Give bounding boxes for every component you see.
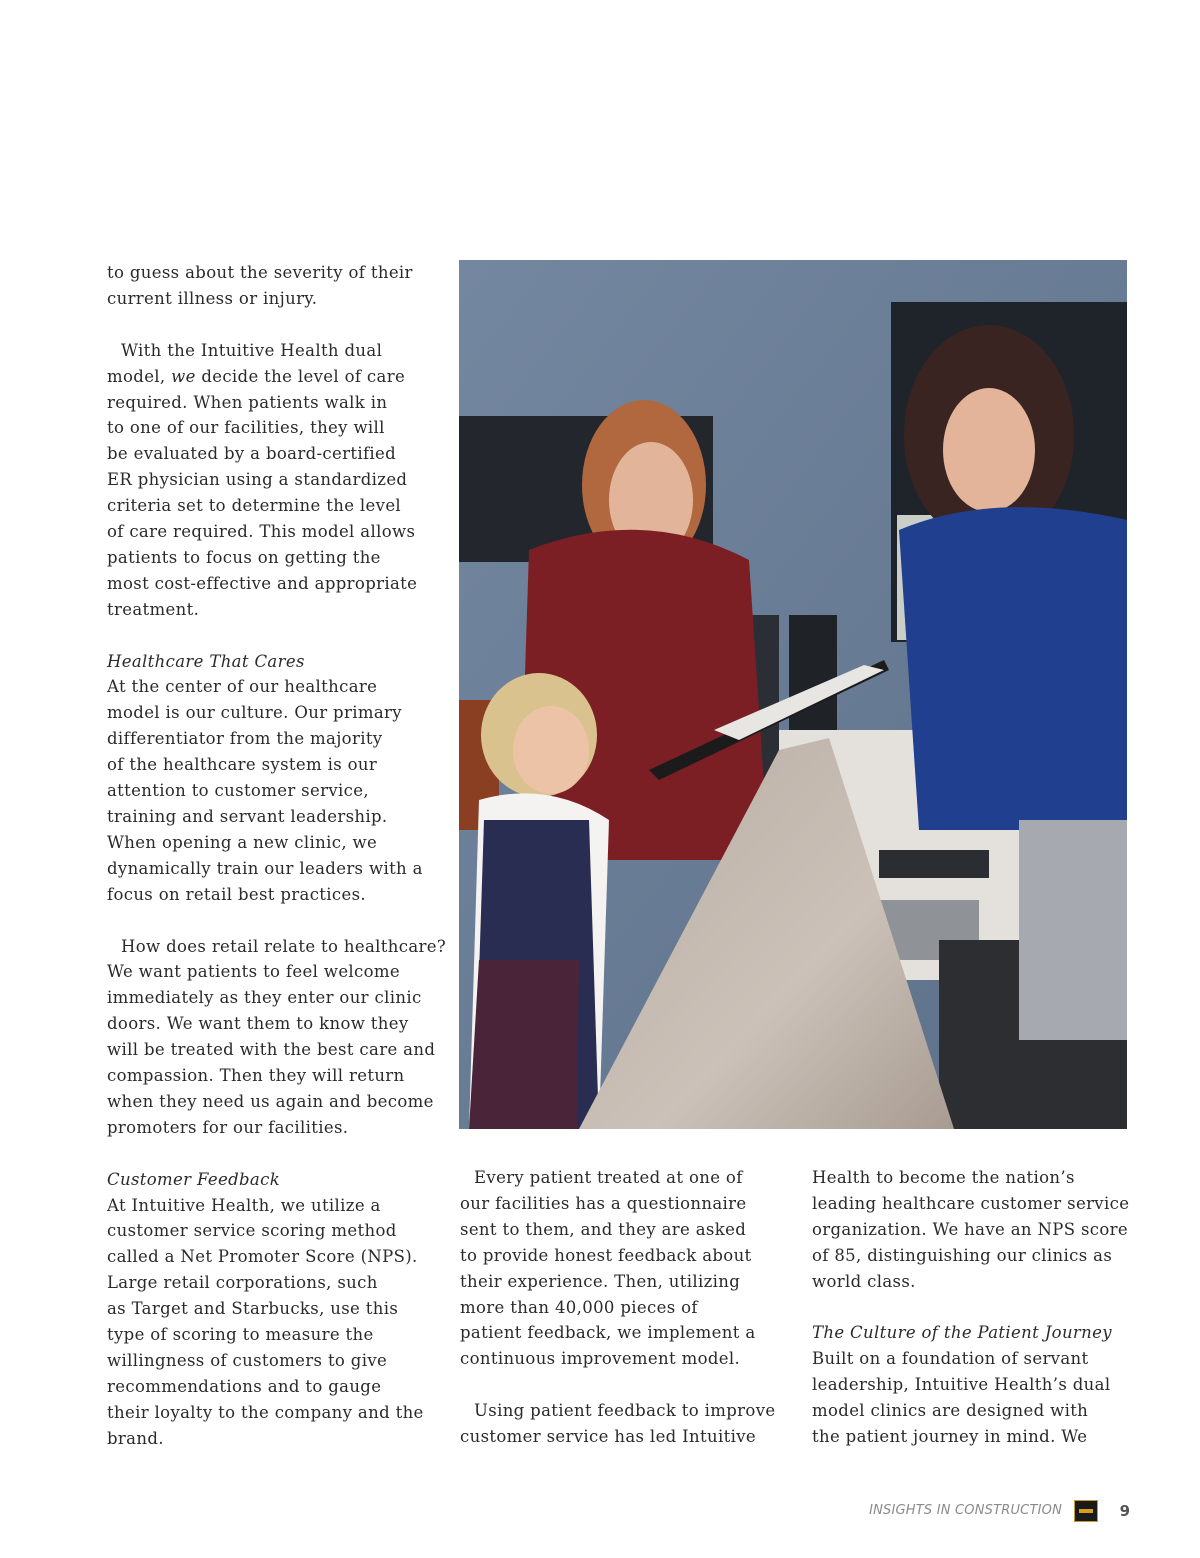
paragraph-nps-score: Health to become the nation’s leading healthcare customer service organization. We have an NPS score of 85, distinguishing our clinics as world class. <box>812 1168 1130 1291</box>
paragraph-retail-healthcare: How does retail relate to healthcare? We want patients to feel welcome immediately as they enter our clinic doors. We want them to know they will be treated with the best care and compassion. Then they will return when they need us again and become promoters for our facilities. <box>107 936 447 1137</box>
reception-desk-photo <box>459 260 1127 1129</box>
section-customer-feedback: Customer Feedback At Intuitive Health, we utilize a customer service scoring method called a Net Promoter Score (NPS). Large retail corporations, such as Target and Starbucks, use this type of scoring to measure the willingness of customers to give recommendations and to gauge their loyalty to the company and the brand. <box>107 1167 437 1452</box>
emphasis-we: we <box>171 366 196 386</box>
section-healthcare-that-cares: Healthcare That Cares At the center of our healthcare model is our culture. Our primary differentiator from the majority of the healthcare system is our attention to customer service, training and servant leadership. When opening a new clinic, we dynamically train our leaders with a focus on retail best practices. <box>107 649 437 908</box>
paragraph-dual-model: With the Intuitive Health dual model, we decide the level of care required. When patients walk in to one of our facilities, they will be evaluated by a board-certified ER physician using a standardized criteria set to determine the level of care required. This model allows patients to focus on getting the most cost-effective and appropriate treatment. <box>107 340 418 619</box>
section-patient-journey: The Culture of the Patient Journey Built on a foundation of servant leadership, Intuitive Health’s dual model clinics are designed with the patient journey in mind. We <box>812 1320 1137 1450</box>
subheading-customer-feedback: Customer Feedback <box>107 1169 281 1189</box>
paragraph-questionnaire: Every patient treated at one of our facilities has a questionnaire sent to them, and they are asked to provide honest feedback about their experience. Then, utilizing more than 40,000 pieces of patient feedback, we implement a continuous improvement model. <box>460 1168 756 1369</box>
right-text-column <box>812 1165 1137 1450</box>
paragraph-severity: to guess about the severity of their current illness or injury. <box>107 263 413 308</box>
photo-illustration <box>459 260 1127 1129</box>
page-footer <box>800 1500 1130 1524</box>
publication-logo-icon <box>1074 1500 1098 1522</box>
subheading-healthcare-that-cares: Healthcare That Cares <box>107 651 305 671</box>
left-text-column <box>107 260 447 1452</box>
page-number: 9 <box>1119 1502 1130 1520</box>
subheading-patient-journey: The Culture of the Patient Journey <box>812 1323 1112 1343</box>
publication-name: INSIGHTS IN CONSTRUCTION <box>869 1503 1062 1518</box>
middle-text-column <box>460 1165 780 1450</box>
paragraph-using-feedback: Using patient feedback to improve customer service has led Intuitive <box>460 1401 776 1447</box>
